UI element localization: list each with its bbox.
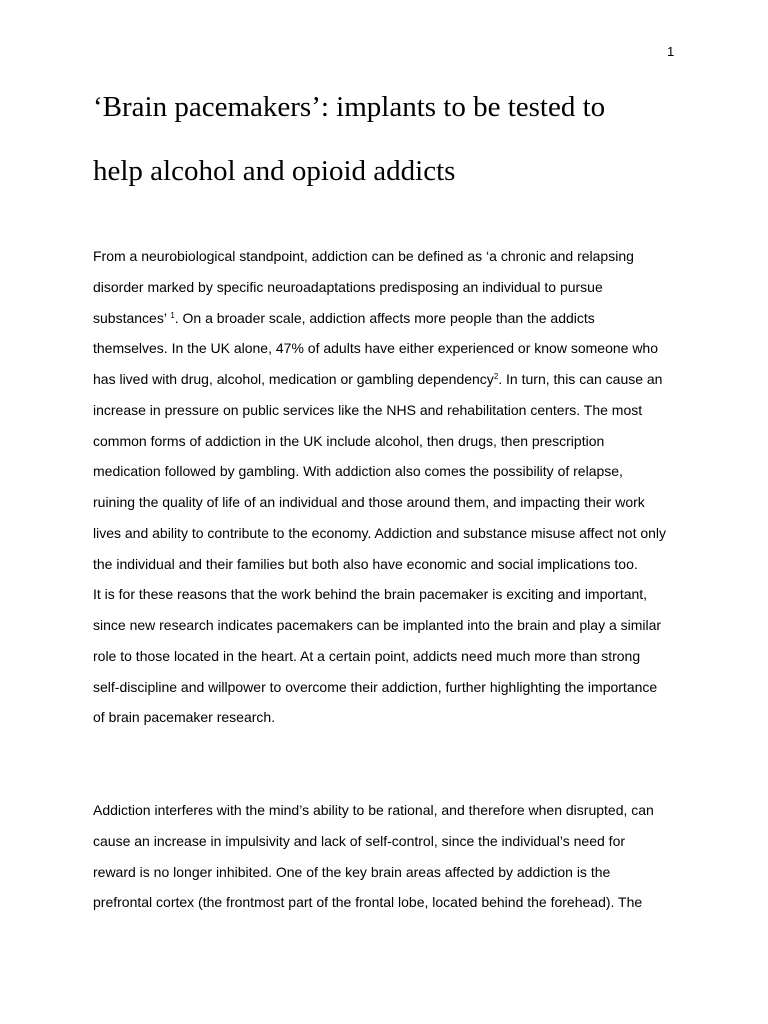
text-line: medication followed by gambling. With addiction also comes the possibility of relapse, <box>93 463 623 480</box>
text-line <box>93 364 678 395</box>
text-line <box>93 303 678 334</box>
text-line: prefrontal cortex (the frontmost part of the frontal lobe, located behind the forehead). The <box>93 894 643 911</box>
text-line: self-discipline and willpower to overcome their addiction, further highlighting the importance <box>93 678 658 695</box>
title-line: help alcohol and opioid addicts <box>93 155 456 187</box>
text-line: increase in pressure on public services like the NHS and rehabilitation centers. The most <box>93 401 643 418</box>
text-line: ruining the quality of life of an individual and those around them, and impacting their work <box>93 494 645 510</box>
article-title <box>93 75 693 203</box>
text-line: themselves. In the UK alone, 47% of adults have either experienced or know someone who <box>93 340 658 357</box>
footnote-ref-1: 1 <box>170 310 175 320</box>
page-number: 1 <box>667 44 675 59</box>
text-fragment: substances’ <box>93 309 171 326</box>
text-line: lives and ability to contribute to the economy. Addiction and substance misuse affect not only <box>93 524 667 541</box>
text-line: Addiction interferes with the mind’s ability to be rational, and therefore when disrupted, can <box>93 802 654 818</box>
text-line: role to those located in the heart. At a certain point, addicts need much more than strong <box>93 647 641 664</box>
text-line: the individual and their families but both also have economic and social implications too. <box>93 555 638 572</box>
text-line: From a neurobiological standpoint, addiction can be defined as ‘a chronic and relapsing <box>93 248 634 264</box>
footnote-ref-2: 2 <box>493 372 499 381</box>
text-line: cause an increase in impulsivity and lack of self-control, since the individual’s need for <box>93 832 626 849</box>
text-line: It is for these reasons that the work behind the brain pacemaker is exciting and important, <box>93 586 648 603</box>
paragraph-2 <box>93 795 678 918</box>
text-line: disorder marked by specific neuroadaptations predisposing an individual to pursue <box>93 278 603 295</box>
text-fragment: . In turn, this can cause an <box>498 371 663 387</box>
text-fragment: has lived with drug, alcohol, medication or gambling dependency <box>93 371 494 387</box>
paragraph-1 <box>93 241 678 733</box>
text-line: common forms of addiction in the UK include alcohol, then drugs, then prescription <box>93 432 605 449</box>
text-line: since new research indicates pacemakers can be implanted into the brain and play a similar <box>93 617 662 633</box>
title-line: ‘Brain pacemakers’: implants to be tested to <box>93 91 606 123</box>
text-fragment: . On a broader scale, addiction affects more people than the addicts <box>174 309 595 326</box>
text-line: of brain pacemaker research. <box>93 709 276 726</box>
text-line: reward is no longer inhibited. One of the key brain areas affected by addiction is the <box>93 863 611 880</box>
